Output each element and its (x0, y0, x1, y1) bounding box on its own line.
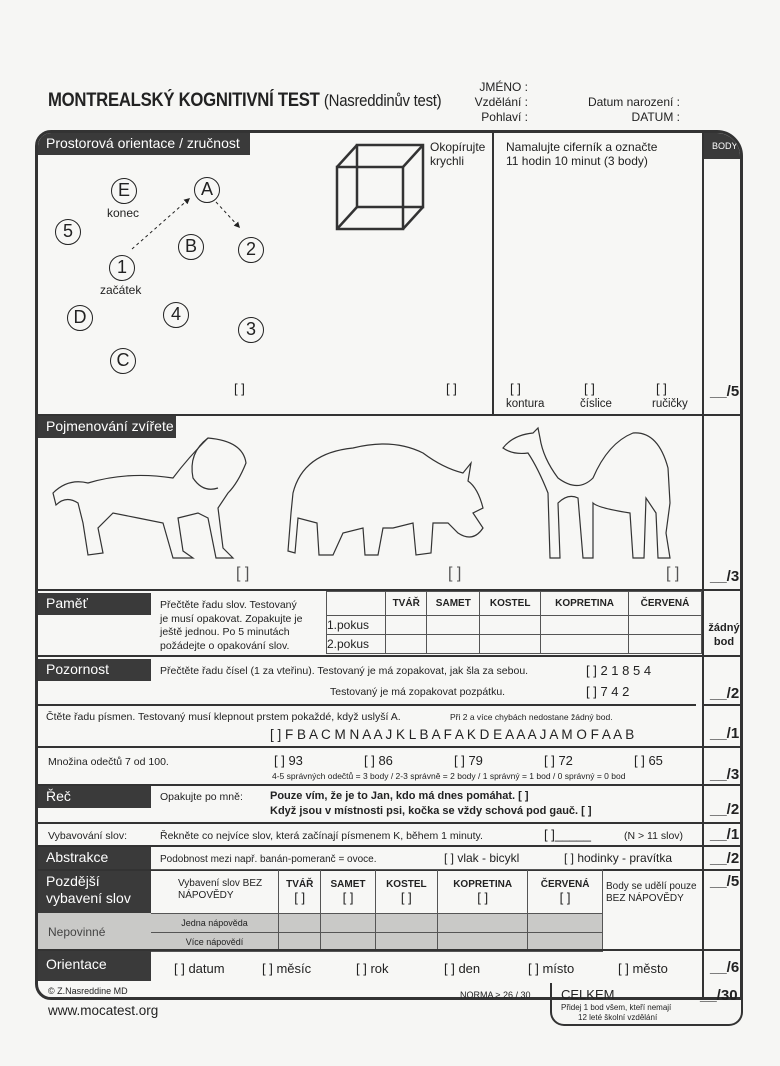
trial-cell[interactable] (386, 616, 427, 635)
memory-word: KOPRETINA (541, 592, 629, 616)
clock-hands-label: ručičky (652, 398, 688, 410)
optional-label: Nepovinné (48, 925, 106, 939)
memory-word: SAMET (427, 592, 480, 616)
trial-cell[interactable] (427, 616, 480, 635)
divider (704, 704, 740, 706)
test-form (35, 130, 743, 1000)
field-sex: Pohlaví : (481, 110, 528, 124)
abstraction-score[interactable]: __/2 (710, 850, 740, 867)
recall-word[interactable] (321, 870, 375, 914)
serial7-72[interactable]: [ ] 72 (544, 753, 573, 768)
orientation-city[interactable]: [ ] město (618, 961, 668, 976)
memory-instruction (160, 599, 302, 653)
recall-word[interactable] (528, 870, 603, 914)
section-recall-title: Pozdější vybavení slov (38, 871, 151, 913)
trial-1-label: 1.pokus (327, 616, 386, 635)
memory-instruction-line: Přečtěte řadu slov. Testovaný (160, 599, 297, 611)
trail-node-4: 4 (163, 302, 189, 328)
orientation-place[interactable]: [ ] místo (528, 961, 575, 976)
total-label: CELKEM (561, 987, 615, 1002)
clock-hands-checkbox[interactable]: [ ] (656, 381, 667, 396)
fluency-label: Vybavování slov: (48, 830, 127, 842)
recall-box[interactable]: [ ] (477, 889, 489, 905)
fluency-box[interactable]: [ ]_____ (544, 827, 591, 842)
divider (38, 746, 740, 748)
trail-node-2: 2 (238, 237, 264, 263)
section-attention-title: Pozornost (38, 659, 151, 681)
recall-word-label: ČERVENÁ (540, 878, 590, 890)
hint-cell[interactable] (279, 914, 321, 933)
serial7-86[interactable]: [ ] 86 (364, 753, 393, 768)
divider (38, 704, 696, 706)
rhino-checkbox[interactable]: [ ] (448, 565, 462, 582)
total-note-2: 12 leté školní vzdělání (578, 1013, 658, 1022)
camel-icon (498, 423, 678, 563)
hint-cell[interactable] (321, 914, 375, 933)
recall-score[interactable]: __/5 (710, 873, 740, 890)
sentence-2[interactable]: Když jsou v místnosti psi, kočka se vždy schová pod gauč. [ ] (270, 805, 592, 817)
section-visuospatial-title: Prostorová orientace / zručnost (38, 133, 250, 155)
trial-2-label: 2.pokus (327, 635, 386, 654)
digits-backward[interactable]: [ ] 7 4 2 (586, 684, 630, 699)
trial-cell[interactable] (541, 616, 629, 635)
digits-backward-instruction: Testovaný je má zopakovat pozpátku. (330, 686, 506, 698)
orientation-year[interactable]: [ ] rok (356, 961, 389, 976)
trail-node-1: 1 (109, 255, 135, 281)
lion-checkbox[interactable]: [ ] (236, 565, 250, 582)
clock-instruction-1: Namalujte ciferník a označte (506, 140, 658, 154)
lion-icon (48, 433, 248, 563)
trail-node-b: B (178, 234, 204, 260)
hint-one-label: Jedna nápověda (151, 914, 279, 933)
recall-word[interactable] (438, 870, 528, 914)
trail-node-d: D (67, 305, 93, 331)
trail-checkbox[interactable]: [ ] (234, 381, 245, 396)
divider (38, 655, 740, 657)
clock-numbers-checkbox[interactable]: [ ] (584, 381, 595, 396)
clock-numbers-label: číslice (580, 398, 612, 410)
divider (492, 133, 494, 416)
recall-table (151, 869, 603, 952)
fluency-note: (N > 11 slov) (624, 830, 684, 842)
copyright: © Z.Nasreddine MD (48, 986, 128, 996)
trial-cell[interactable] (480, 635, 541, 654)
recall-box[interactable]: [ ] (294, 889, 306, 905)
trail-node-3: 3 (238, 317, 264, 343)
test-title (48, 90, 441, 112)
hint-cell[interactable] (375, 914, 438, 933)
orientation-date[interactable]: [ ] datum (174, 961, 225, 976)
recall-row-spacer (151, 870, 279, 914)
section-naming-title: Pojmenování zvířete (38, 416, 176, 438)
field-education: Vzdělání : (474, 95, 528, 109)
trial-cell[interactable] (480, 616, 541, 635)
cube-icon (334, 140, 428, 232)
divider (38, 822, 740, 824)
memory-word: ČERVENÁ (629, 592, 702, 616)
recall-word-label: SAMET (330, 878, 366, 890)
field-birthdate: Datum narození : (587, 95, 680, 109)
section-language-title: Řeč (38, 786, 151, 808)
hint-cell[interactable] (528, 914, 603, 933)
field-name: JMÉNO : (479, 80, 528, 94)
trail-making (38, 155, 338, 405)
language-instruction: Opakujte po mně: (160, 791, 243, 803)
recall-note: Body se udělí pouze BEZ NÁPOVĚDY (606, 881, 697, 904)
language-score[interactable]: __/2 (710, 801, 740, 818)
hint-many-label: Více nápovědí (151, 933, 279, 952)
norm: NORMA ≥ 26 / 30 (460, 990, 531, 1000)
memory-word: TVÁŘ (386, 592, 427, 616)
recall-box[interactable]: [ ] (342, 889, 354, 905)
clock-contour-checkbox[interactable]: [ ] (510, 381, 521, 396)
sentence-1[interactable]: Pouze vím, že je to Jan, kdo má dnes pomáhat. [ ] (270, 790, 529, 802)
letters-sequence[interactable]: [ ] F B A C M N A A J K L B A F A K D E A A A J A M O F A A B (270, 727, 635, 742)
memory-instruction-line: je musí opakovat. Zopakujte je (160, 612, 303, 625)
section-memory-title: Paměť (38, 593, 151, 615)
orientation-score[interactable]: __/6 (710, 959, 740, 976)
title-main: MONTREALSKÝ KOGNITIVNÍ TEST (48, 90, 320, 111)
trial-cell[interactable] (386, 635, 427, 654)
recall-row-label: Vybavení slov BEZ NÁPOVĚDY (178, 878, 263, 901)
recall-word[interactable] (375, 870, 438, 914)
recall-word[interactable] (279, 870, 321, 914)
abstraction-instruction: Podobnost mezi např. banán-pomeranč = ovoce. (160, 854, 377, 865)
total-score[interactable]: __/30 (700, 987, 738, 1004)
trail-node-e: E (111, 178, 137, 204)
visuospatial-score[interactable]: __/5 (710, 383, 740, 400)
total-note-1: Přidej 1 bod všem, kteří nemají (561, 1003, 672, 1012)
abstraction-item-2[interactable]: [ ] hodinky - pravítka (564, 851, 673, 865)
trail-node-5: 5 (55, 219, 81, 245)
recall-box[interactable]: [ ] (559, 889, 571, 905)
field-date: DATUM : (631, 110, 680, 124)
naming-score[interactable]: __/3 (710, 568, 740, 585)
fluency-instruction: Řekněte co nejvíce slov, která začínají písmenem K, během 1 minuty. (160, 830, 483, 842)
trial-cell[interactable] (629, 616, 702, 635)
serial7-score[interactable]: __/3 (710, 766, 740, 783)
orientation-day[interactable]: [ ] den (444, 961, 481, 976)
trail-start-label: začátek (100, 283, 142, 297)
trial-cell[interactable] (541, 635, 629, 654)
orientation-month[interactable]: [ ] měsíc (262, 961, 312, 976)
serial7-93[interactable]: [ ] 93 (274, 753, 303, 768)
title-sub: (Nasreddinův test) (323, 91, 442, 110)
digits-score[interactable]: __/2 (710, 685, 740, 702)
memory-word: KOSTEL (480, 592, 541, 616)
hint-cell[interactable] (438, 914, 528, 933)
trail-node-c: C (110, 348, 136, 374)
trail-node-a: A (194, 177, 220, 203)
website-link[interactable]: www.mocatest.org (48, 1003, 159, 1018)
fluency-score[interactable]: __/1 (710, 826, 740, 843)
cube-instruction: Okopírujte krychli (430, 140, 486, 168)
trial-cell[interactable] (427, 635, 480, 654)
trail-end-label: konec (107, 206, 140, 220)
serial7-79[interactable]: [ ] 79 (454, 753, 483, 768)
body-header: BODY (704, 133, 743, 159)
cube-checkbox[interactable]: [ ] (446, 381, 457, 396)
abstraction-item-1[interactable]: [ ] vlak - bicykl (444, 851, 520, 865)
letters-note: Při 2 a více chybách nedostane žádný bod. (450, 712, 613, 722)
clock-contour-label: kontura (506, 398, 545, 410)
digits-forward[interactable]: [ ] 2 1 8 5 4 (586, 663, 652, 678)
trial-cell[interactable] (629, 635, 702, 654)
camel-checkbox[interactable]: [ ] (666, 565, 680, 582)
letters-instruction: Čtěte řadu písmen. Testovaný musí klepnout prstem pokaždé, když uslyší A. (46, 711, 401, 723)
serial7-65[interactable]: [ ] 65 (634, 753, 663, 768)
serial7-label: Množina odečtů 7 od 100. (48, 756, 169, 768)
recall-word-label: TVÁŘ (286, 878, 314, 890)
section-abstraction-title: Abstrakce (38, 847, 151, 869)
memory-corner (327, 592, 386, 616)
recall-word-label: KOSTEL (386, 878, 427, 890)
recall-box[interactable]: [ ] (400, 889, 412, 905)
trail-arrows (38, 155, 338, 405)
serial7-note: 4-5 správných odečtů = 3 body / 2-3 správně = 2 body / 1 správný = 1 bod / 0 správný = 0 bod (272, 771, 626, 781)
recall-word-label: KOPRETINA (453, 878, 513, 890)
section-orientation-title: Orientace (38, 951, 151, 981)
memory-instruction-line: ještě jednou. Po 5 minutách (160, 626, 290, 638)
rhino-icon (283, 433, 493, 563)
memory-no-points: žádný bod (708, 622, 740, 648)
memory-instruction-line: požádejte o opakování slov. (160, 639, 290, 652)
clock-instruction-2: 11 hodin 10 minut (3 body) (506, 154, 648, 168)
digits-forward-instruction: Přečtěte řadu čísel (1 za vteřinu). Testovaný je má zopakovat, jak šla za sebou. (160, 665, 529, 677)
letters-score[interactable]: __/1 (710, 725, 740, 742)
memory-table (326, 591, 702, 654)
